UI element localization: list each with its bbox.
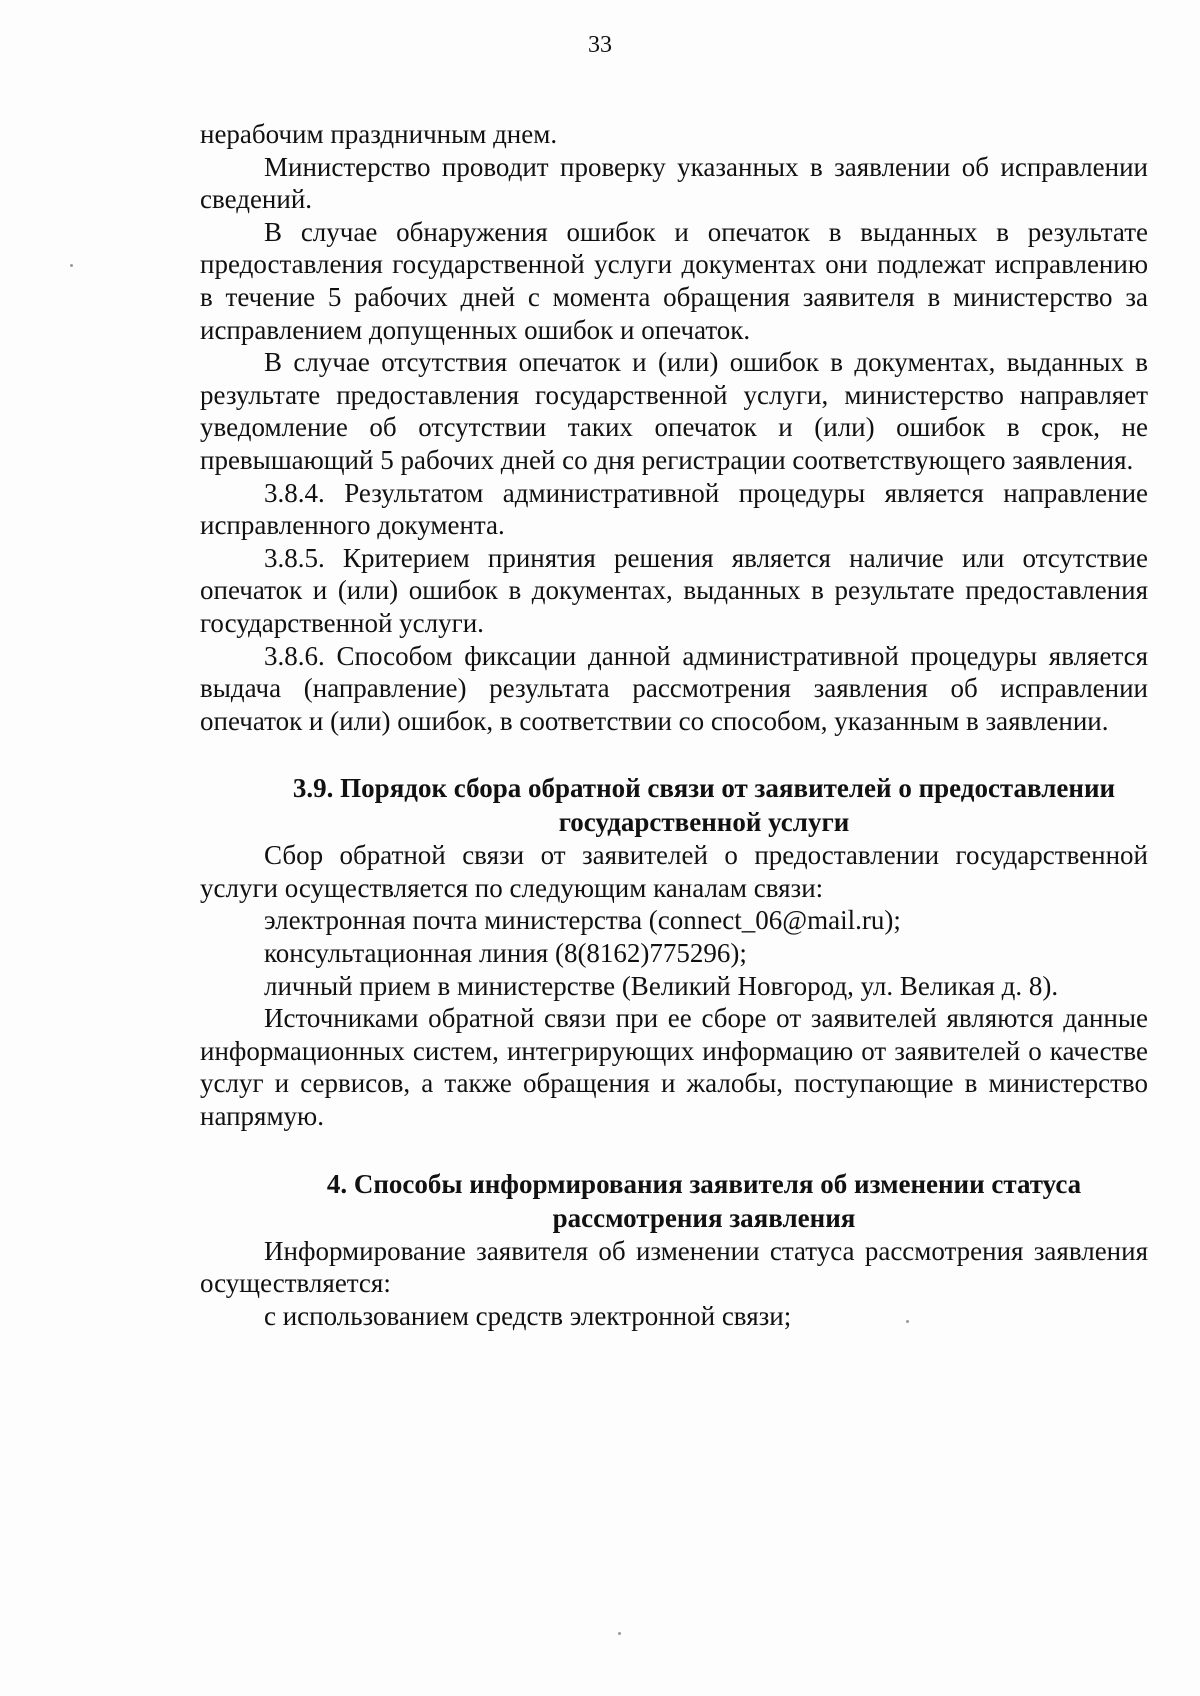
list-item: консультационная линия (8(8162)775296); xyxy=(264,938,747,969)
paragraph: Источниками обратной связи при ее сборе от заявителей являются данные информационных систем, интегрирующих информацию от заявителей о качестве услуг и сервисов, а также обращения и жалобы, поступающие в министерство напрямую. xyxy=(200,1003,1148,1132)
scan-speck xyxy=(70,264,73,267)
page-number: 33 xyxy=(588,32,612,58)
paragraph-3-8-5: 3.8.5. Критерием принятия решения является наличие или отсутствие опечаток и (или) ошибок в документах, выданных в результате предоставления государственной услуги. xyxy=(200,542,1148,638)
paragraph: В случае обнаружения ошибок и опечаток в выданных в результате предоставления государственной услуги документах они подлежат исправлению в течение 5 рабочих дней с момента обращения заявителя в министерство за исправлением допущенных ошибок и опечаток. xyxy=(200,216,1148,345)
paragraph-3-8-4: 3.8.4. Результатом административной процедуры является направление исправленного документа. xyxy=(200,477,1148,541)
paragraph: Информирование заявителя об изменении статуса рассмотрения заявления осуществляется: xyxy=(200,1235,1148,1299)
section-heading-3-9: 3.9. Порядок сбора обратной связи от заявителей о предоставлении государственной услуги xyxy=(292,773,1116,838)
paragraph: Сбор обратной связи от заявителей о предоставлении государственной услуги осуществляется по следующим каналам связи: xyxy=(200,840,1148,903)
scan-speck xyxy=(618,1632,621,1635)
list-item: личный прием в министерстве (Великий Новгород, ул. Великая д. 8). xyxy=(264,970,1059,1001)
section-heading-4: 4. Способы информирования заявителя об изменении статуса рассмотрения заявления xyxy=(326,1168,1082,1233)
document-body xyxy=(200,118,1148,1332)
paragraph-3-8-6: 3.8.6. Способом фиксации данной административной процедуры является выдача (направление) результата рассмотрения заявления об исправлении опечаток и (или) ошибок, в соответствии со способом, указанным в заявлении. xyxy=(200,640,1148,736)
list-item: электронная почта министерства (connect_06@mail.ru); xyxy=(264,905,901,936)
scan-speck xyxy=(906,1320,909,1323)
paragraph: нерабочим праздничным днем. xyxy=(200,119,558,149)
list-item: с использованием средств электронной связи; xyxy=(264,1300,792,1331)
paragraph: В случае отсутствия опечаток и (или) ошибок в документах, выданных в результате предоставления государственной услуги, министерство направляет уведомление об отсутствии таких опечаток и (или) ошибок в срок, не превышающий 5 рабочих дней со дня регистрации соответствующего заявления. xyxy=(200,347,1148,475)
paragraph: Министерство проводит проверку указанных в заявлении об исправлении сведений. xyxy=(200,151,1148,215)
